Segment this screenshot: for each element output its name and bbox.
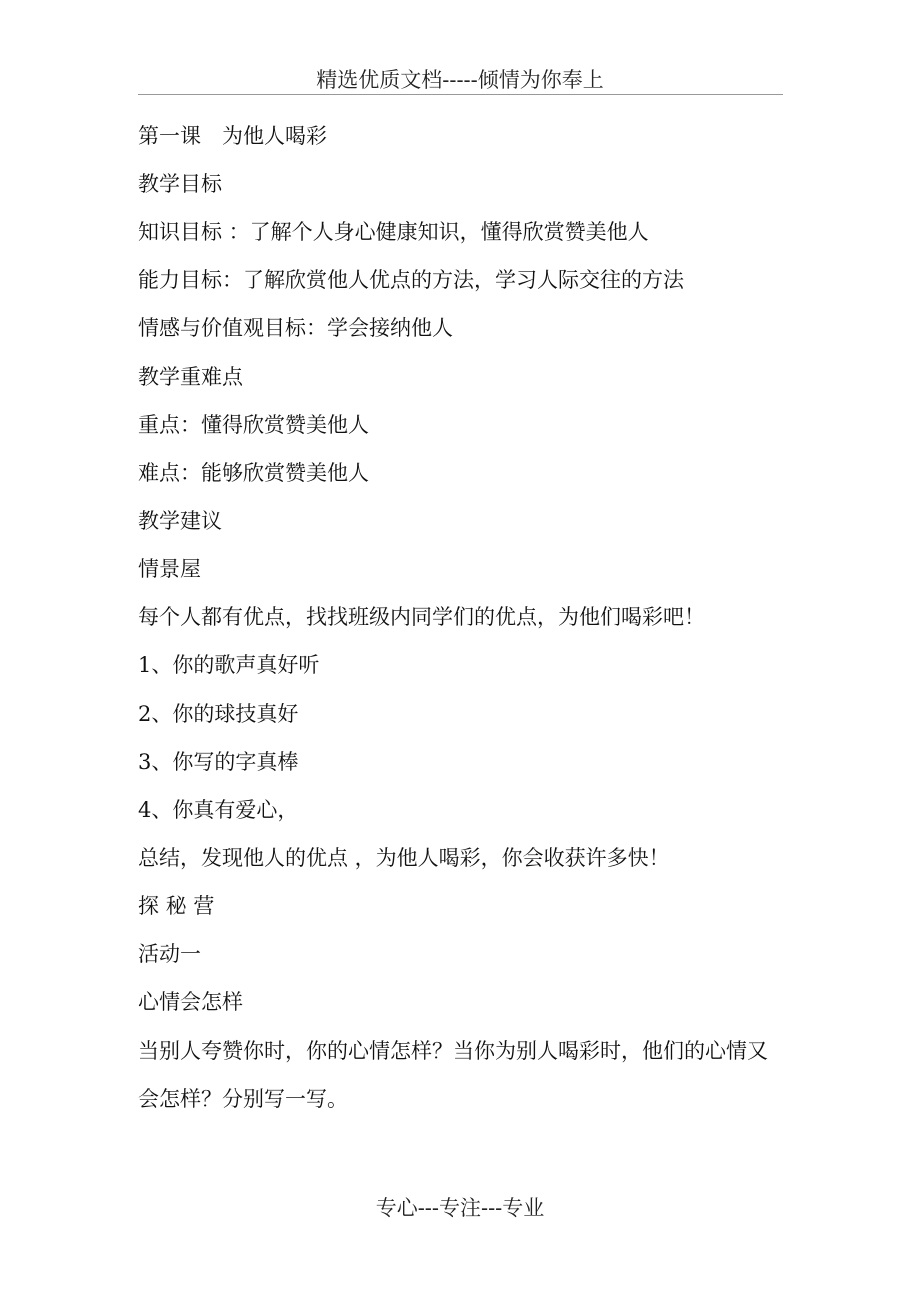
scene-intro: 每个人都有优点，找找班级内同学们的优点，为他们喝彩吧！ xyxy=(138,605,705,629)
page-header: 精选优质文档-----倾情为你奉上 xyxy=(316,68,604,92)
activity-one-heading: 活动一 xyxy=(138,942,201,966)
emotion-goal: 情感与价值观目标：学会接纳他人 xyxy=(138,316,453,340)
question-line-2: 会怎样？分别写一写。 xyxy=(138,1087,348,1111)
difficult-point: 难点：能够欣赏赞美他人 xyxy=(138,461,369,485)
example-item: 4、你真有爱心， xyxy=(138,798,299,822)
knowledge-goal: 知识目标 ：了解个人身心健康知识，懂得欣赏赞美他人 xyxy=(138,220,649,244)
explore-camp-heading: 探 秘 营 xyxy=(138,894,215,918)
header-divider xyxy=(138,94,783,95)
teaching-goals-heading: 教学目标 xyxy=(138,172,222,196)
mood-heading: 心情会怎样 xyxy=(138,990,243,1014)
summary: 总结，发现他人的优点 ，为他人喝彩，你会收获许多快！ xyxy=(138,846,670,870)
ability-goal: 能力目标：了解欣赏他人优点的方法，学习人际交往的方法 xyxy=(138,268,684,292)
page-footer: 专心---专注---专业 xyxy=(375,1196,545,1220)
example-item: 3、你写的字真棒 xyxy=(138,750,299,774)
lesson-title: 第一课 为他人喝彩 xyxy=(138,124,327,148)
example-item: 1、你的歌声真好听 xyxy=(138,653,320,677)
key-point: 重点：懂得欣赏赞美他人 xyxy=(138,413,369,437)
suggestions-heading: 教学建议 xyxy=(138,509,222,533)
scene-house-heading: 情景屋 xyxy=(138,557,201,581)
question-line-1: 当别人夸赞你时，你的心情怎样？当你为别人喝彩时，他们的心情又 xyxy=(138,1039,768,1063)
key-difficult-heading: 教学重难点 xyxy=(138,365,243,389)
example-item: 2、你的球技真好 xyxy=(138,702,299,726)
